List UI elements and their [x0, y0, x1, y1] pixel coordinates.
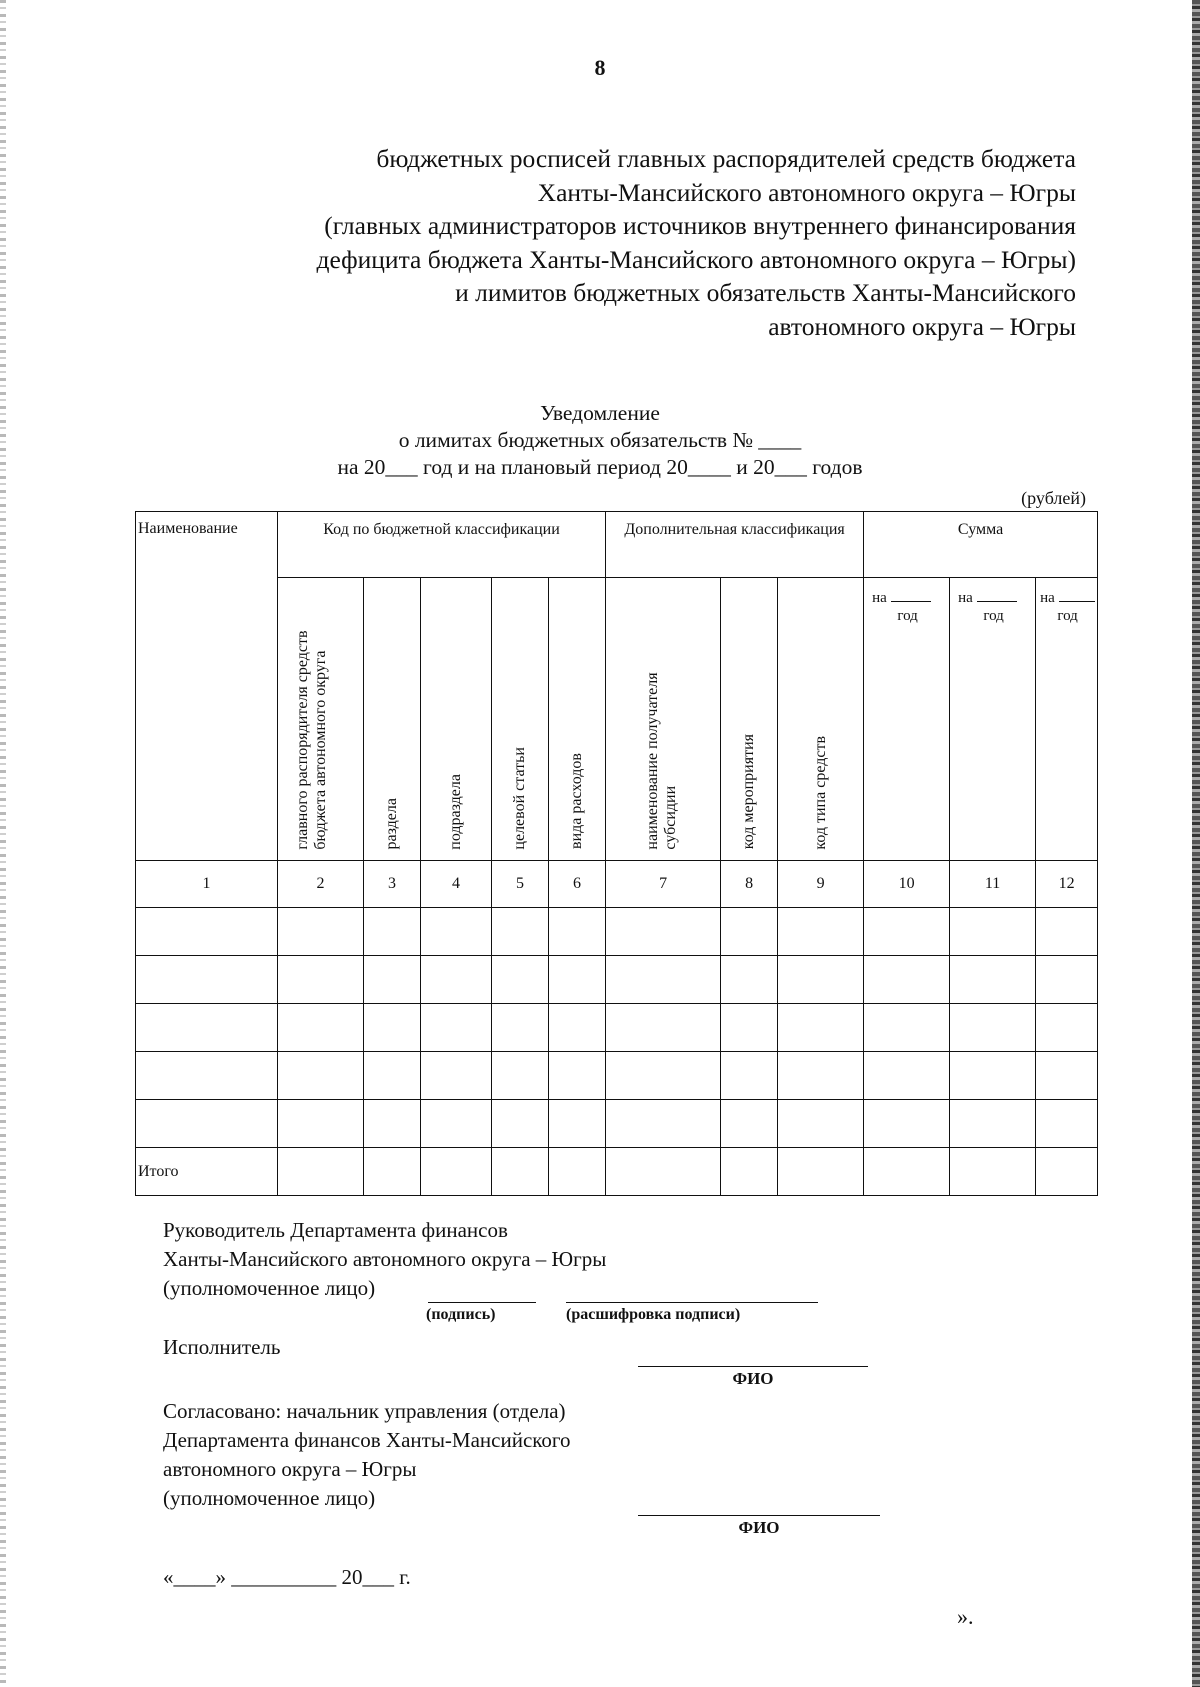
scan-edge-right: [1192, 0, 1200, 1687]
table-cell: [864, 908, 950, 956]
table-cell: [1036, 1100, 1098, 1148]
closing-quote: ».: [957, 1604, 974, 1629]
sum-prefix: на: [872, 589, 887, 606]
table-cell: [606, 1100, 721, 1148]
table-cell: [864, 1004, 950, 1052]
col-header-text: главного распорядителя средств бюджета автономного округа: [293, 630, 329, 850]
head-title-line3: (уполномоченное лицо): [163, 1276, 376, 1300]
table-cell: [421, 956, 492, 1004]
col-header-text: подраздела: [447, 773, 464, 850]
table-cell: [136, 908, 278, 956]
table-cell: [278, 1148, 364, 1196]
date-line: «____» __________ 20___ г.: [163, 1565, 411, 1589]
col-header-sum-year-1: [864, 577, 950, 861]
table-cell: [278, 908, 364, 956]
total-label: Итого: [136, 1148, 278, 1196]
table-cell: [364, 908, 421, 956]
agreed-line3: автономного округа – Югры: [163, 1457, 417, 1481]
table-cell: [492, 1004, 549, 1052]
table-cell: [549, 1148, 606, 1196]
column-number: 10: [864, 861, 950, 908]
col-header-text: код типа средств: [811, 735, 829, 850]
sum-suffix: год: [1057, 607, 1078, 624]
notice-title: Уведомление: [540, 401, 660, 425]
table-cell: [606, 908, 721, 956]
agreed-fio-caption: ФИО: [738, 1518, 780, 1537]
column-number: 11: [950, 861, 1036, 908]
sum-suffix: год: [897, 607, 918, 624]
table-cell: [950, 956, 1036, 1004]
header-sum: Сумма: [864, 512, 1098, 578]
heading-line: бюджетных росписей главных распорядителей средств бюджета: [376, 144, 1076, 173]
col-header-text: целевой статьи: [511, 746, 528, 850]
table-cell: [1036, 1004, 1098, 1052]
table-cell: [136, 1052, 278, 1100]
table-cell: [950, 1052, 1036, 1100]
table-row: [136, 1100, 1098, 1148]
table-cell: [721, 1100, 778, 1148]
heading-line: Ханты-Мансийского автономного округа – Югры: [537, 177, 1076, 207]
table-cell: [721, 956, 778, 1004]
table-cell: [950, 908, 1036, 956]
notice-period-line: на 20___ год и на плановый период 20____ и 20___ годов: [337, 455, 863, 479]
page-number: 8: [594, 55, 606, 80]
col-header-chief-manager: [278, 577, 364, 861]
signature-decode-line: [566, 1302, 818, 1303]
agreed-line1: Согласовано: начальник управления (отдела): [163, 1399, 566, 1423]
col-header-target-article: [492, 577, 549, 861]
column-number: 2: [278, 861, 364, 908]
table-cell: [778, 1004, 864, 1052]
agreed-line4: (уполномоченное лицо): [163, 1486, 376, 1510]
column-number: 1: [136, 861, 278, 908]
table-cell: [1036, 908, 1098, 956]
empty-rows-group: [136, 908, 1098, 1148]
column-number: 12: [1036, 861, 1098, 908]
agreed-fio-line: [638, 1515, 880, 1516]
table-cell: [778, 1148, 864, 1196]
col-header-subsidy-recipient: [606, 577, 721, 861]
column-number: 7: [606, 861, 721, 908]
col-header-text: код мероприятия: [740, 734, 758, 850]
col-header-sum-year-3: [1036, 577, 1098, 861]
heading-line: дефицита бюджета Ханты-Мансийского автономного округа – Югры): [316, 244, 1076, 274]
scan-edge-left: [0, 0, 6, 1687]
table-cell: [549, 1052, 606, 1100]
table-cell: [421, 1004, 492, 1052]
header-name: Наименование: [136, 512, 278, 861]
table-cell: [721, 1004, 778, 1052]
table-cell: [364, 1004, 421, 1052]
col-header-text: наименование получателя субсидии: [644, 672, 680, 850]
table-cell: [492, 1148, 549, 1196]
table-cell: [1036, 1052, 1098, 1100]
header-budget-code: Код по бюджетной классификации: [278, 512, 606, 578]
col-header-text: вида расходов: [568, 753, 586, 850]
table-cell: [492, 956, 549, 1004]
sum-suffix: год: [983, 607, 1004, 624]
table-cell: [778, 1052, 864, 1100]
heading-line: (главных администраторов источников внутреннего финансирования: [324, 211, 1076, 240]
column-number: 6: [549, 861, 606, 908]
table-cell: [278, 956, 364, 1004]
col-header-fund-type-code: [778, 577, 864, 861]
table-cell: [421, 1052, 492, 1100]
table-cell: [421, 908, 492, 956]
table-cell: [864, 1052, 950, 1100]
table-cell: [549, 1100, 606, 1148]
column-number: 5: [492, 861, 549, 908]
table-cell: [606, 956, 721, 1004]
notice-number-line: о лимитах бюджетных обязательств № ____: [398, 428, 802, 452]
table-cell: [778, 956, 864, 1004]
table-cell: [364, 1100, 421, 1148]
decode-caption: (расшифровка подписи): [566, 1306, 741, 1323]
table-cell: [778, 1100, 864, 1148]
table-cell: [950, 1004, 1036, 1052]
table-cell: [136, 956, 278, 1004]
table-cell: [864, 1100, 950, 1148]
table-cell: [492, 1052, 549, 1100]
column-numbers-row: [136, 861, 1098, 908]
units-label: (рублей): [1021, 488, 1086, 508]
header-extra-classification: Дополнительная классификация: [606, 512, 864, 578]
col-header-text: раздела: [383, 797, 400, 850]
table-cell: [606, 1004, 721, 1052]
signature-line: [428, 1302, 536, 1303]
total-row: [136, 1148, 1098, 1196]
col-header-subsection: [421, 577, 492, 861]
sum-prefix: на: [958, 589, 973, 606]
table-cell: [492, 908, 549, 956]
table-cell: [606, 1148, 721, 1196]
executor-label: Исполнитель: [163, 1335, 281, 1359]
table-row: [136, 908, 1098, 956]
col-header-expense-type: [549, 577, 606, 861]
table-cell: [492, 1100, 549, 1148]
table-cell: [950, 1148, 1036, 1196]
table-cell: [364, 956, 421, 1004]
table-cell: [778, 908, 864, 956]
heading-line: автономного округа – Югры: [768, 311, 1076, 341]
column-number: 8: [721, 861, 778, 908]
table-cell: [278, 1004, 364, 1052]
table-cell: [1036, 1148, 1098, 1196]
heading-line: и лимитов бюджетных обязательств Ханты-Мансийского: [455, 278, 1076, 307]
executor-fio-caption: ФИО: [732, 1369, 774, 1388]
table-cell: [606, 1052, 721, 1100]
table-cell: [278, 1052, 364, 1100]
table-row: [136, 956, 1098, 1004]
head-title-line2: Ханты-Мансийского автономного округа – Югры: [163, 1247, 607, 1271]
table-row: [136, 1052, 1098, 1100]
col-header-event-code: [721, 577, 778, 861]
notice-title-block: [0, 400, 1200, 481]
sum-prefix: на: [1040, 589, 1055, 606]
table-cell: [364, 1052, 421, 1100]
table-cell: [364, 1148, 421, 1196]
table-cell: [864, 1148, 950, 1196]
table-cell: [136, 1004, 278, 1052]
col-header-section: [364, 577, 421, 861]
table-row: [136, 1004, 1098, 1052]
table-cell: [421, 1148, 492, 1196]
table-cell: [278, 1100, 364, 1148]
table-cell: [549, 908, 606, 956]
table-cell: [1036, 956, 1098, 1004]
table-cell: [864, 956, 950, 1004]
agreed-line2: Департамента финансов Ханты-Мансийского: [163, 1428, 571, 1452]
table-cell: [136, 1100, 278, 1148]
table-cell: [721, 1052, 778, 1100]
table-cell: [549, 956, 606, 1004]
head-title-line1: Руководитель Департамента финансов: [163, 1218, 508, 1242]
col-header-sum-year-2: [950, 577, 1036, 861]
table-cell: [721, 908, 778, 956]
column-number: 4: [421, 861, 492, 908]
column-number: 3: [364, 861, 421, 908]
signature-caption: (подпись): [426, 1306, 496, 1323]
table-cell: [421, 1100, 492, 1148]
table-cell: [549, 1004, 606, 1052]
limits-table: [135, 511, 1098, 1196]
table-cell: [950, 1100, 1036, 1148]
column-number: 9: [778, 861, 864, 908]
executor-fio-line: [638, 1366, 868, 1367]
document-heading: [176, 142, 1076, 343]
table-cell: [721, 1148, 778, 1196]
